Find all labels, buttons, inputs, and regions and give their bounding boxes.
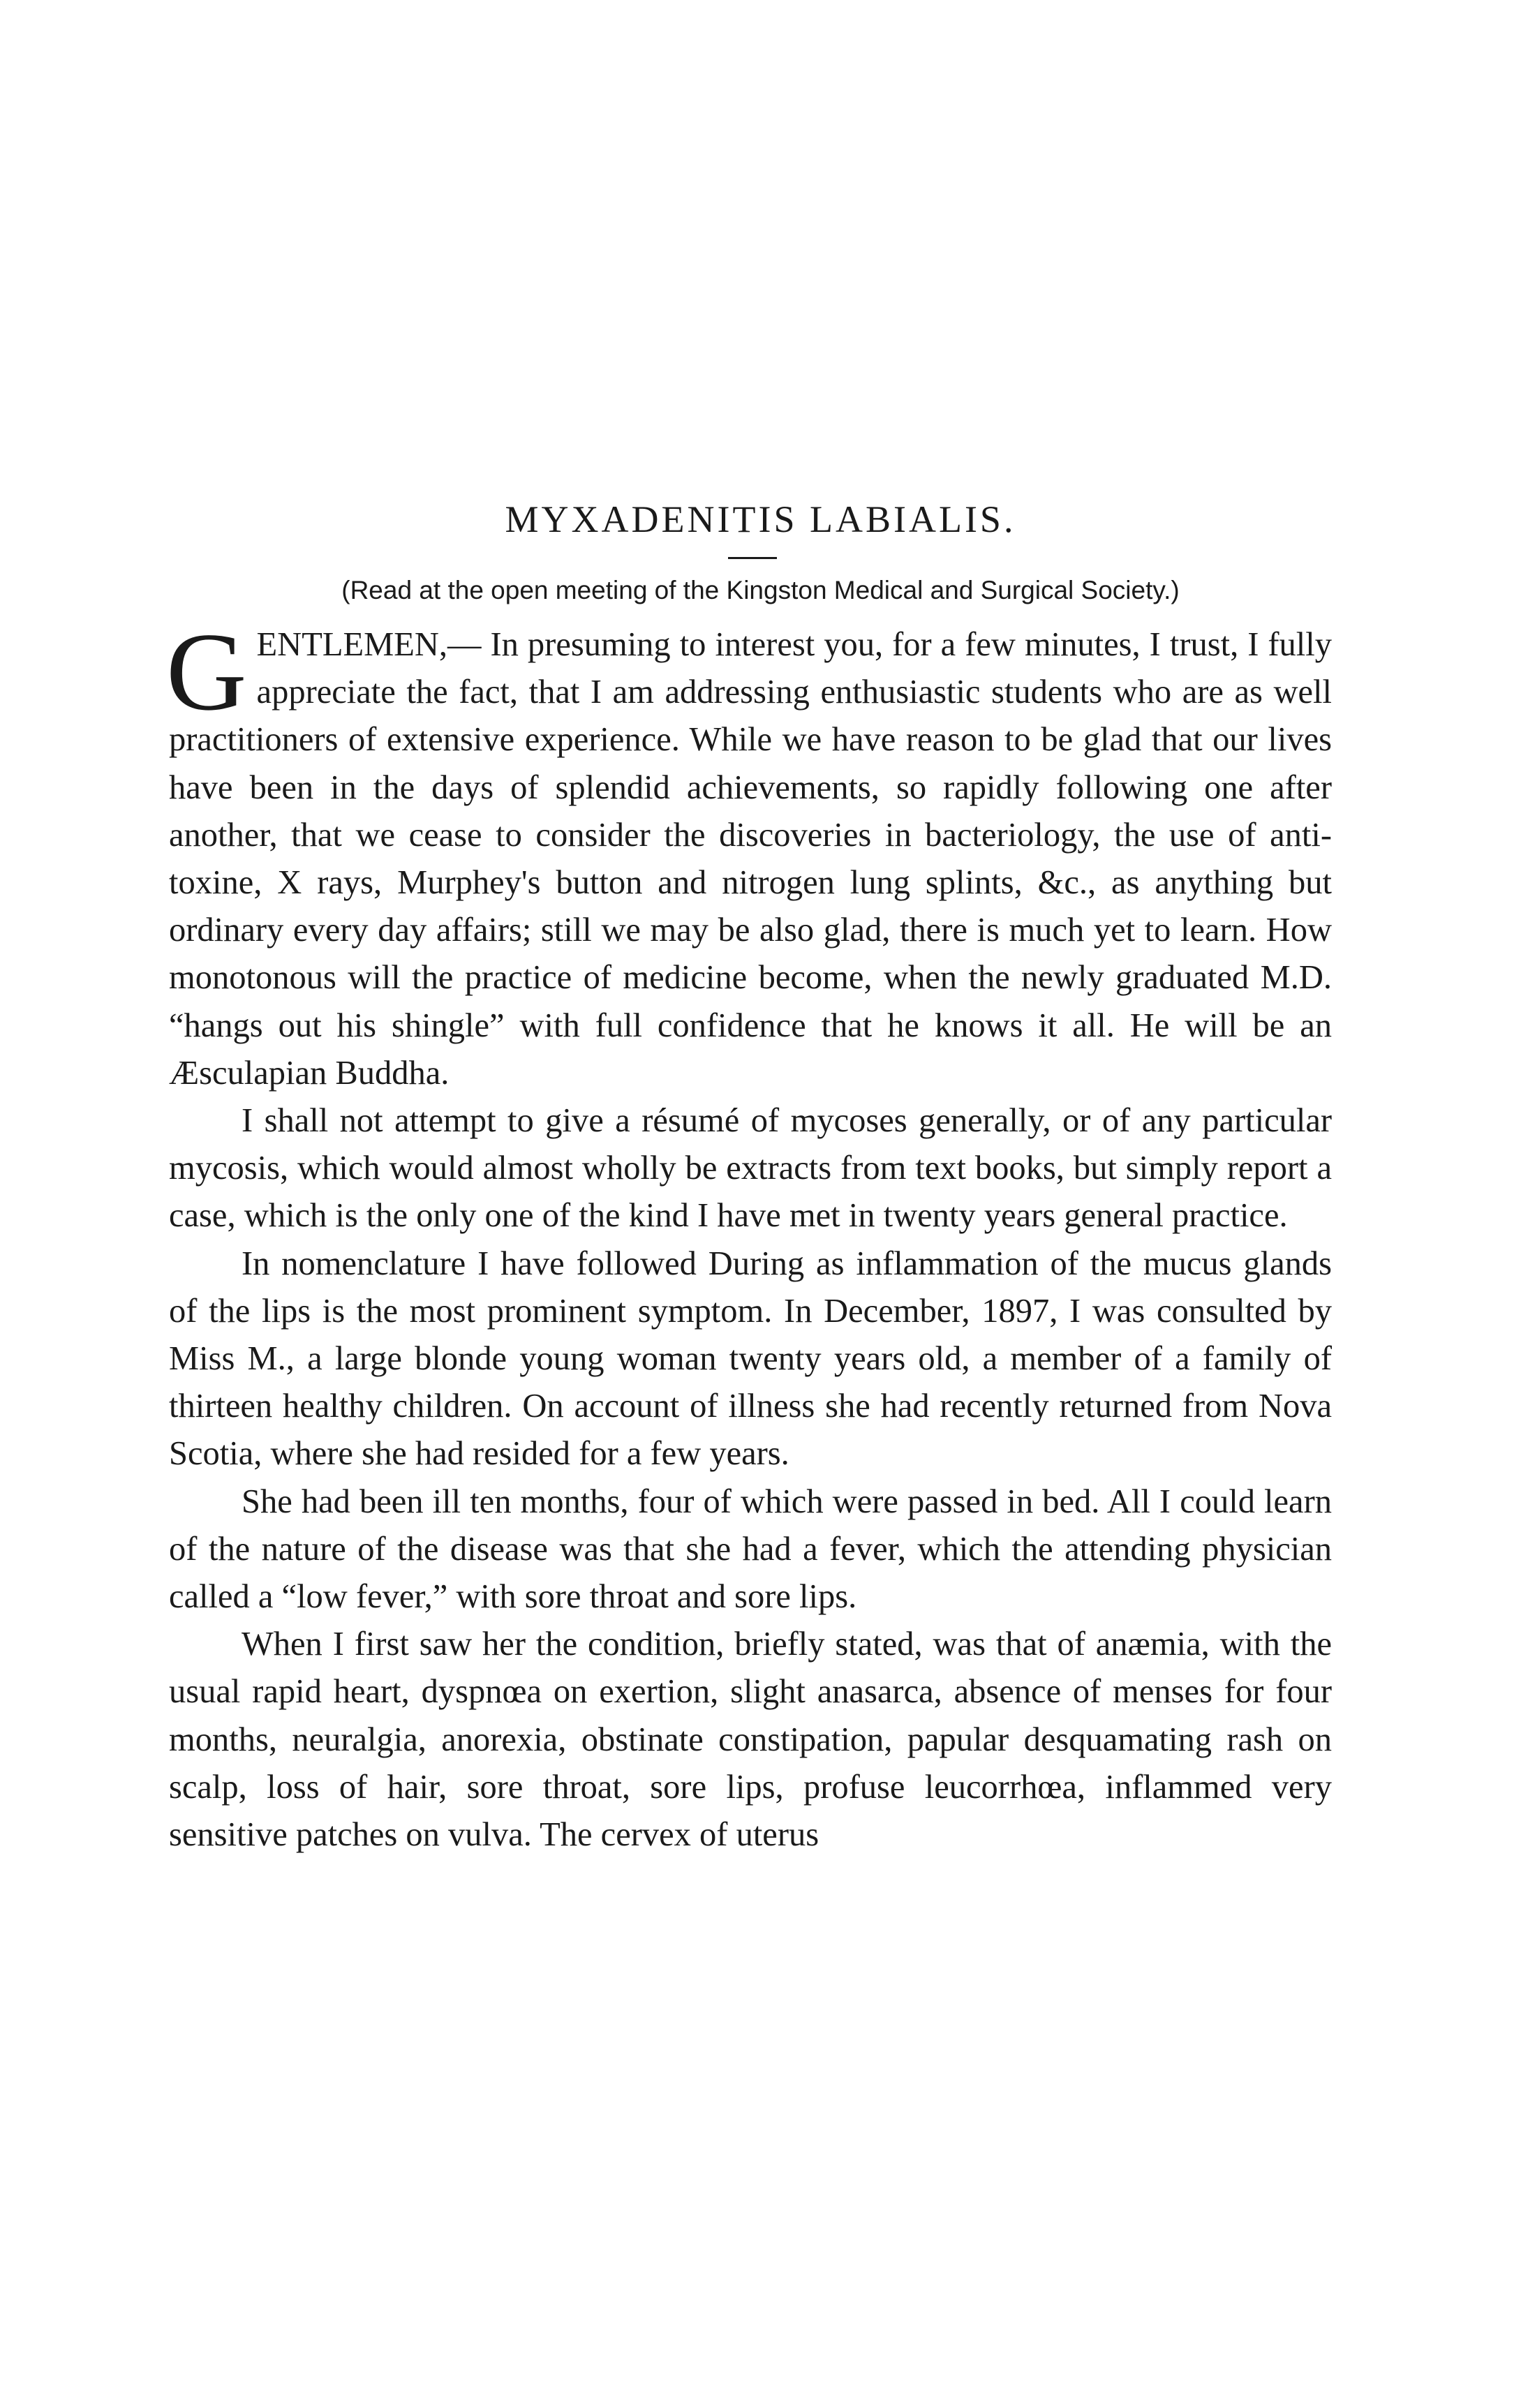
body-text [166,609,1332,1859]
article-title: MYXADENITIS LABIALIS. [505,498,1016,540]
paragraph-1-text: ENTLEMEN,— In presuming to interest you, for a few minutes, I trust, I fully appreciate the fact, that I am addressing enthusiastic students who are as well practitioners of extensive experience. While we have reason to be glad that our lives have been in the days of splendid achievements, so rapidly following one after another, that we cease to consider the discoveries in bacteriology, the use of anti-toxine, X rays, Murphey's button and nitrogen lung splints, &c., as anything but ordinary every day affairs; still we may be also glad, there is much yet to learn. How monotonous will the practice of medicine become, when the newly graduated M.D. “hangs out his shingle” with full confidence that he knows it all. He will be an Æsculapian Buddha. [169,626,1332,1092]
paragraph-5: When I first saw her the condition, briefly stated, was that of anæmia, with the usual rapid heart, dyspnœa on exertion, slight anasarca, absence of menses for four months, neuralgia, anorexia, obstinate constipation, papular desquamating rash on scalp, loss of hair, sore throat, sore lips, profuse leucorrhœa, inflammed very sensitive patches on vulva. The cervex of uterus [169,1626,1332,1854]
paragraph-4: She had been ill ten months, four of which were passed in bed. All I could learn of the nature of the disease was that she had a fever, which the attending physician called a “low fever,” with sore throat and sore lips. [169,1482,1332,1616]
article-subtitle: (Read at the open meeting of the Kingston Medical and Surgical Society.) [341,576,1180,604]
paragraph-2: I shall not attempt to give a résumé of mycoses generally, or of any particular mycosis, which would almost wholly be extracts from text books, but simply report a case, which is the only one of the kind I have met in twenty years general practice. [169,1102,1332,1235]
paragraph-3: In nomenclature I have followed During as inflammation of the mucus glands of the lips is the most prominent symptom. In December, 1897, I was consulted by Miss M., a large blonde young woman twenty years old, a member of a family of thirteen healthy children. On account of illness she had recently returned from Nova Scotia, where she had resided for a few years. [169,1244,1332,1473]
drop-cap: G [166,609,247,734]
title-divider [728,557,777,559]
paragraph-1 [166,609,1332,1097]
